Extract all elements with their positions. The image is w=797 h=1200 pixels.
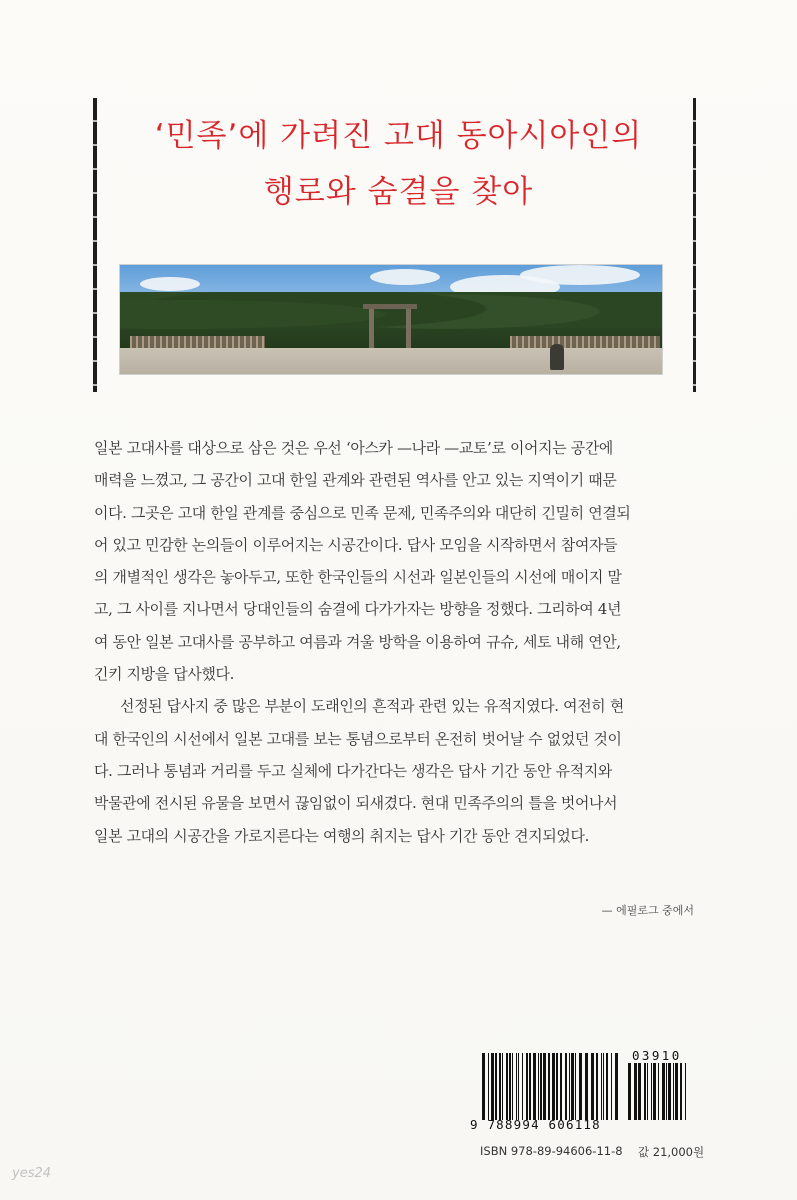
barcode-addon-bars: [628, 1063, 688, 1120]
isbn-barcode: [470, 1048, 700, 1137]
shrine-panorama-photo: [119, 264, 663, 375]
text-line: 선정된 답사지 중 많은 부분이 도래인의 흔적과 관련 있는 유적지였다. 여전히 현: [120, 697, 624, 716]
barcode-digits: 9 788994 606118: [470, 1117, 601, 1132]
text-line: 박물관에 전시된 유물을 보면서 끊임없이 되새겼다. 현대 민족주의의 틀을 벗어나서: [94, 794, 618, 813]
text-line: 의 개별적인 생각은 놓아두고, 또한 한국인들의 시선과 일본인들의 시선에 매이지 말: [94, 568, 622, 587]
barcode-bars: [482, 1053, 620, 1120]
text-line: 이다. 그곳은 고대 한일 관계를 중심으로 민족 문제, 민족주의와 대단히 긴밀히 연결되: [94, 503, 631, 522]
text-line: 긴키 지방을 답사했다.: [94, 665, 235, 684]
text-line: 다. 그러나 통념과 거리를 두고 실체에 다가간다는 생각은 답사 기간 동안 유적지와: [94, 761, 612, 780]
headline-line-1: ‘민족’에 가려진 고대 동아시아인의: [154, 118, 643, 154]
barcode-addon-digits: 03910: [632, 1048, 682, 1063]
text-line: 일본 고대사를 대상으로 삼은 것은 우선 ‘아스카 —나라 —교토’로 이어지는 공간에: [94, 439, 613, 457]
headline-line-2: 행로와 숨결을 찾아: [263, 174, 534, 210]
excerpt-source: — 에필로그 중에서: [601, 904, 694, 917]
text-line: 일본 고대의 시공간을 가로지른다는 여행의 취지는 답사 기간 동안 견지되었다.: [94, 826, 590, 845]
watermark-logo: yes24: [12, 1166, 52, 1181]
epilogue-excerpt: [94, 432, 694, 852]
price-label: 값 21,000원: [638, 1145, 705, 1159]
text-line: 고, 그 사이를 지나면서 당대인들의 숨결에 다가가자는 방향을 정했다. 그리하여 4년: [94, 600, 622, 619]
text-line: 어 있고 민감한 논의들이 이루어지는 시공간이다. 답사 모임을 시작하면서 참여자들: [94, 535, 618, 554]
text-line: 매력을 느꼈고, 그 공간이 고대 한일 관계와 관련된 역사를 안고 있는 지역이기 때문: [94, 471, 617, 490]
cover-headline: [0, 108, 797, 220]
text-line: 여 동안 일본 고대사를 공부하고 여름과 겨울 방학을 이용하여 규슈, 세토 내해 연안,: [94, 632, 621, 651]
isbn-number: ISBN 978-89-94606-11-8: [480, 1144, 623, 1158]
visitor-figure: [550, 344, 564, 370]
text-line: 대 한국인의 시선에서 일본 고대를 보는 통념으로부터 온전히 벗어날 수 없었던 것이: [94, 729, 622, 748]
